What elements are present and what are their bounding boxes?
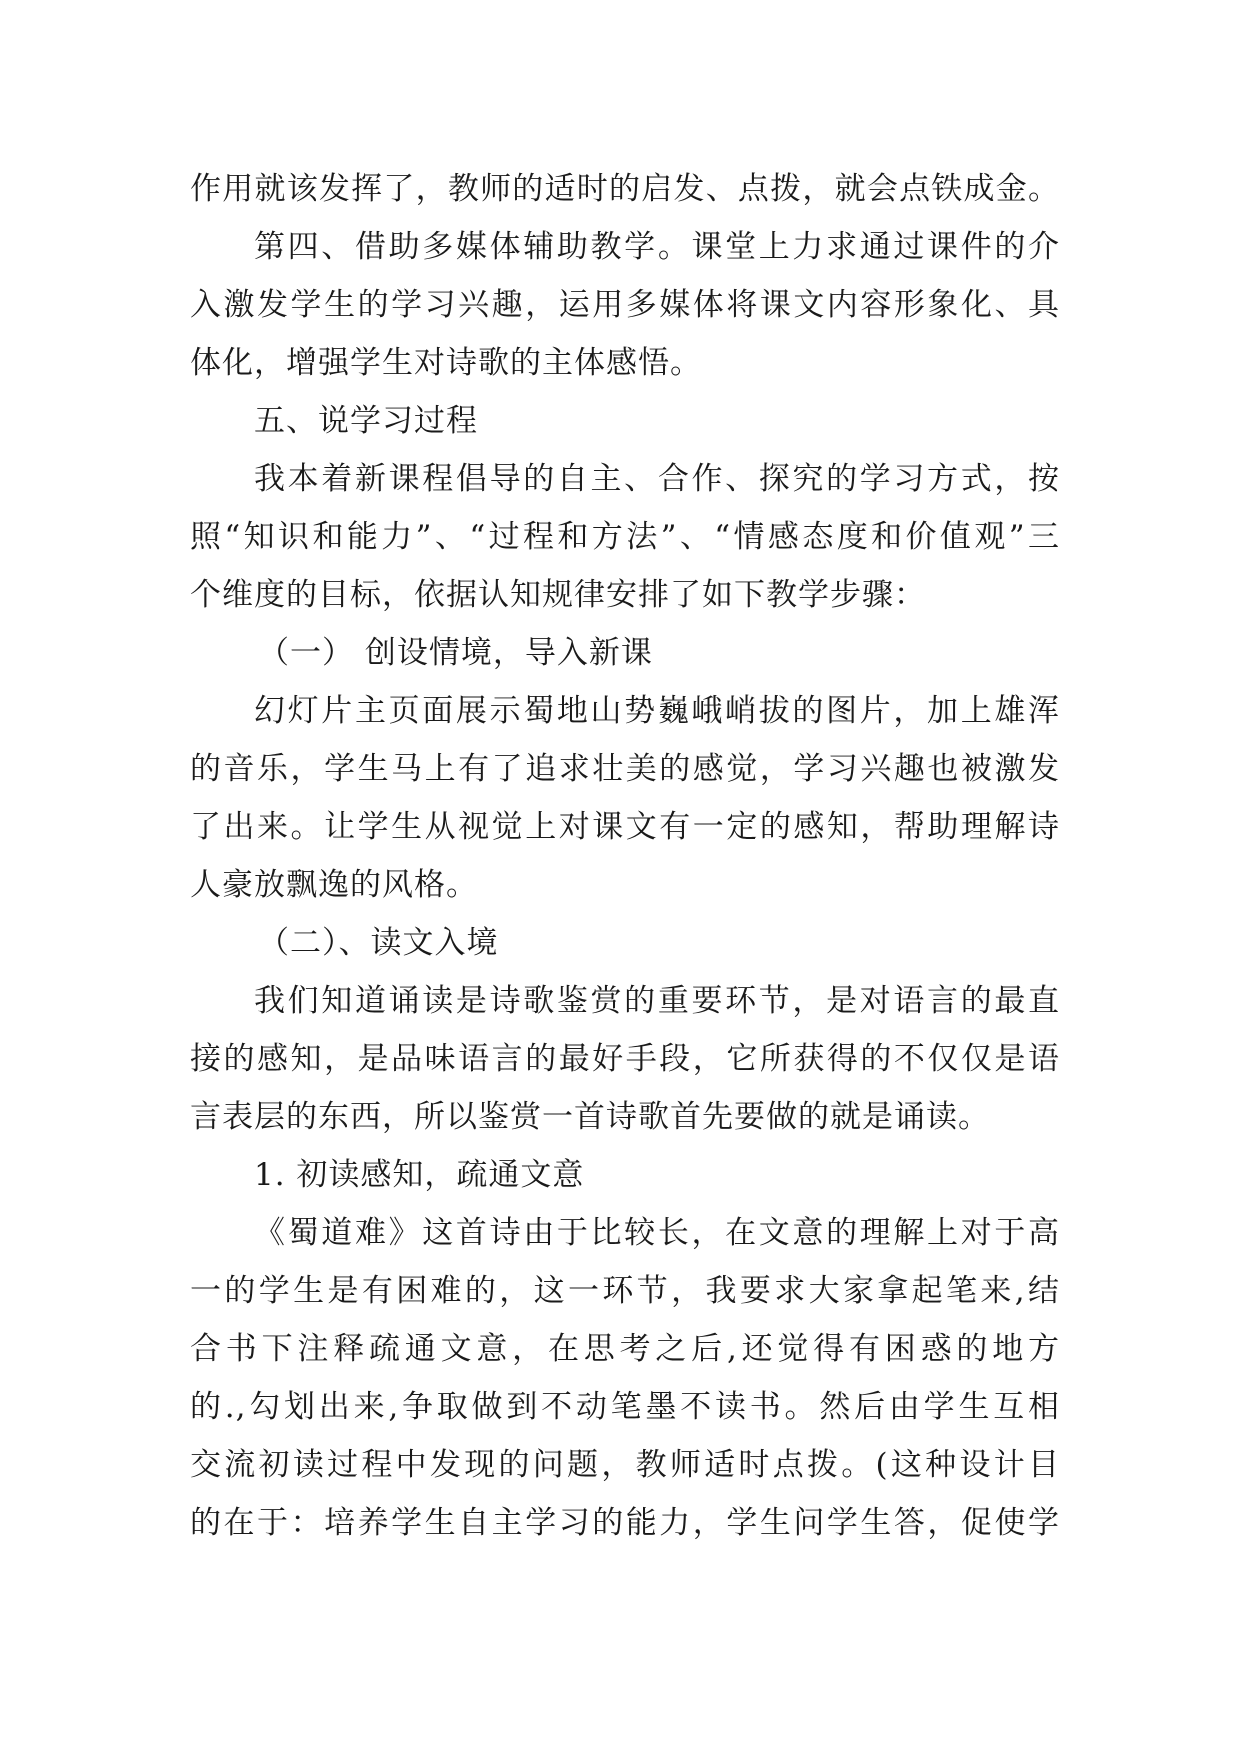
text-line: 入激发学生的学习兴趣，运用多媒体将课文内容形象化、具 bbox=[190, 287, 1060, 323]
text-line: 的.,勾划出来,争取做到不动笔墨不读书。然后由学生互相 bbox=[190, 1389, 1060, 1425]
text-line: 照“知识和能力”、“过程和方法”、“情感态度和价值观”三 bbox=[190, 519, 1060, 555]
text-line: 了出来。让学生从视觉上对课文有一定的感知，帮助理解诗 bbox=[190, 809, 1060, 845]
text-line: 我们知道诵读是诗歌鉴赏的重要环节，是对语言的最直 bbox=[254, 983, 1060, 1019]
text-line: 接的感知，是品味语言的最好手段，它所获得的不仅仅是语 bbox=[190, 1041, 1060, 1077]
text-line: 言表层的东西，所以鉴赏一首诗歌首先要做的就是诵读。 bbox=[190, 1099, 990, 1135]
text-line: 《蜀道难》这首诗由于比较长，在文意的理解上对于高 bbox=[254, 1215, 1060, 1251]
subsection-heading: （一） 创设情境，导入新课 bbox=[258, 635, 653, 671]
subsection-heading: （二）、读文入境 bbox=[258, 925, 499, 961]
text-line: 第四、借助多媒体辅助教学。课堂上力求通过课件的介 bbox=[254, 229, 1060, 265]
text-line: 我本着新课程倡导的自主、合作、探究的学习方式，按 bbox=[254, 461, 1060, 497]
text-line: 作用就该发挥了，教师的适时的启发、点拨，就会点铁成金。 bbox=[190, 171, 1060, 207]
text-line: 合书下注释疏通文意，在思考之后,还觉得有困惑的地方 bbox=[190, 1331, 1060, 1367]
text-line: 一的学生是有困难的，这一环节，我要求大家拿起笔来,结 bbox=[190, 1273, 1060, 1309]
text-line: 交流初读过程中发现的问题，教师适时点拨。(这种设计目 bbox=[190, 1447, 1060, 1483]
text-line: 个维度的目标，依据认知规律安排了如下教学步骤： bbox=[190, 577, 926, 613]
text-line: 体化，增强学生对诗歌的主体感悟。 bbox=[190, 345, 702, 381]
step-heading: 1. 初读感知，疏通文意 bbox=[254, 1157, 585, 1193]
text-line: 幻灯片主页面展示蜀地山势巍峨峭拔的图片，加上雄浑 bbox=[254, 693, 1060, 729]
text-line: 的音乐，学生马上有了追求壮美的感觉，学习兴趣也被激发 bbox=[190, 751, 1060, 787]
text-line: 的在于：培养学生自主学习的能力，学生问学生答，促使学 bbox=[190, 1505, 1060, 1541]
text-line: 人豪放飘逸的风格。 bbox=[190, 867, 478, 903]
document-body bbox=[190, 160, 1060, 1552]
section-heading: 五、说学习过程 bbox=[254, 403, 478, 439]
